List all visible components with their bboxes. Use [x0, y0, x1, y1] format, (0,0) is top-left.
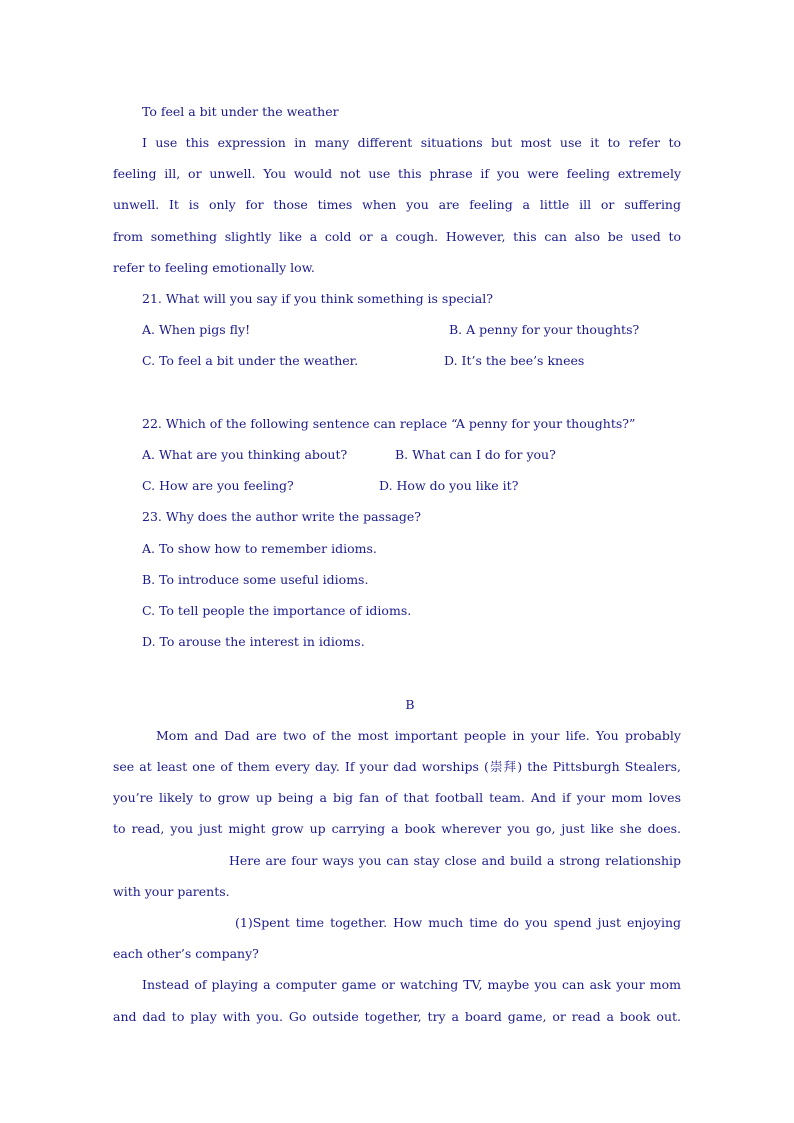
question-22-option-d: D. How do you like it?	[379, 478, 519, 493]
question-21-option-b: B. A penny for your thoughts?	[449, 322, 640, 337]
paragraph-line: (1)Spent time together. How much time do you spend just enjoying	[235, 915, 681, 930]
question-23-option-c: C. To tell people the importance of idioms.	[142, 603, 412, 618]
paragraph-line: and dad to play with you. Go outside together, try a board game, or read a book out.	[113, 1009, 681, 1024]
question-21-option-c: C. To feel a bit under the weather.	[142, 353, 359, 368]
question-23-option-b: B. To introduce some useful idioms.	[142, 572, 369, 587]
paragraph-line: Mom and Dad are two of the most important people in your life. You probably	[156, 728, 681, 743]
paragraph-line: I use this expression in many different situations but most use it to refer to	[142, 135, 681, 150]
paragraph-line: see at least one of them every day. If your dad worships (崇拜) the Pittsburgh Stealers,	[113, 759, 681, 774]
paragraph-line: feeling ill, or unwell. You would not use this phrase if you were feeling extremely	[113, 166, 681, 181]
question-21-option-a: A. When pigs fly!	[142, 322, 251, 337]
paragraph-line: unwell. It is only for those times when you are feeling a little ill or suffering	[113, 197, 681, 212]
question-22-option-a: A. What are you thinking about?	[142, 447, 348, 462]
paragraph-line: refer to feeling emotionally low.	[113, 260, 315, 275]
paragraph-line: each other’s company?	[113, 946, 259, 961]
paragraph-line: from something slightly like a cold or a cough. However, this can also be used to	[113, 229, 681, 244]
question-22-option-c: C. How are you feeling?	[142, 478, 294, 493]
question-21-stem: 21. What will you say if you think something is special?	[142, 291, 493, 306]
section-b-label: B	[405, 697, 415, 712]
paragraph-line: to read, you just might grow up carrying a book wherever you go, just like she does.	[113, 821, 681, 836]
question-21-option-d: D. It’s the bee’s knees	[444, 353, 585, 368]
paragraph-line: Instead of playing a computer game or watching TV, maybe you can ask your mom	[142, 977, 681, 992]
question-23-stem: 23. Why does the author write the passage?	[142, 509, 421, 524]
passage-heading: To feel a bit under the weather	[142, 104, 339, 119]
paragraph-line: you’re likely to grow up being a big fan of that football team. And if your mom loves	[113, 790, 681, 805]
paragraph-line: Here are four ways you can stay close and build a strong relationship	[229, 853, 681, 868]
question-23-option-d: D. To arouse the interest in idioms.	[142, 634, 365, 649]
question-22-stem: 22. Which of the following sentence can replace “A penny for your thoughts?”	[142, 416, 636, 431]
question-22-option-b: B. What can I do for you?	[395, 447, 556, 462]
question-23-option-a: A. To show how to remember idioms.	[142, 541, 377, 556]
paragraph-line: with your parents.	[113, 884, 230, 899]
